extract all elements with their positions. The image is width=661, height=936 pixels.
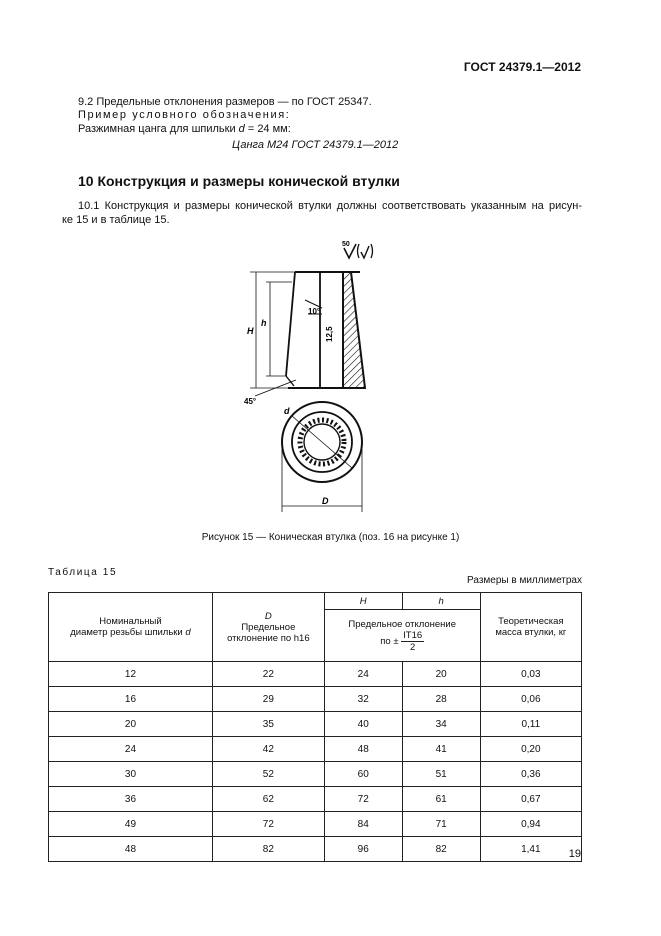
designation-code: Цанга М24 ГОСТ 24379.1—2012 [232, 139, 399, 151]
header-D-line1: Предельное [241, 621, 296, 633]
table-cell: 16 [49, 687, 213, 712]
tolerance-fraction [401, 630, 424, 653]
header-H: H [324, 593, 402, 610]
table-row [49, 837, 582, 862]
table-units: Размеры в миллиметрах [467, 575, 582, 586]
table-cell: 82 [402, 837, 480, 862]
table-cell: 24 [49, 737, 213, 762]
roughness-symbol [342, 241, 373, 258]
table-row [49, 687, 582, 712]
table-cell: 30 [49, 762, 213, 787]
table-cell: 52 [212, 762, 324, 787]
table-row [49, 812, 582, 837]
table-cell: 62 [212, 787, 324, 812]
table-cell: 84 [324, 812, 402, 837]
label-h: h [261, 318, 267, 328]
label-d: d [284, 406, 290, 416]
header-mass-line1: Теоретическая [498, 616, 564, 627]
table-cell: 72 [324, 787, 402, 812]
table-row [49, 662, 582, 687]
header-col1-line2: диаметр резьбы шпильки [70, 627, 186, 638]
fraction-numerator: IT16 [403, 629, 423, 641]
table-cell: 24 [324, 662, 402, 687]
header-col1-line1: Номинальный [99, 616, 162, 627]
table-cell: 72 [212, 812, 324, 837]
table-cell: 41 [402, 737, 480, 762]
table-cell: 82 [212, 837, 324, 862]
table-cell: 0,11 [480, 712, 581, 737]
designation-example-label: Пример условного обозначения: [78, 109, 291, 121]
table-cell: 60 [324, 762, 402, 787]
table-row [49, 787, 582, 812]
figure-caption: Рисунок 15 — Коническая втулка (поз. 16 на рисунке 1) [201, 532, 460, 543]
table-cell: 32 [324, 687, 402, 712]
header-D-line2: отклонение по h16 [227, 632, 310, 644]
table-cell: 20 [402, 662, 480, 687]
table-cell: 61 [402, 787, 480, 812]
clause-9-2: 9.2 Предельные отклонения размеров — по ГОСТ 25347. [78, 96, 372, 108]
table-cell: 0,03 [480, 662, 581, 687]
header-thread-diameter [49, 593, 213, 662]
table-row [49, 737, 582, 762]
table-cell: 51 [402, 762, 480, 787]
header-D [212, 593, 324, 662]
section-10-heading: 10 Конструкция и размеры конической втулки [78, 173, 400, 189]
header-D-symbol: D [264, 610, 272, 622]
table-cell: 96 [324, 837, 402, 862]
table-title: Таблица 15 [48, 567, 118, 578]
clause-10-1-line1: 10.1 Конструкция и размеры конической втулки должны соответствовать указанным на рисун- [78, 200, 582, 212]
table-cell: 22 [212, 662, 324, 687]
text-prefix: Разжимная цанга для шпильки [78, 123, 239, 135]
table-cell: 48 [324, 737, 402, 762]
label-D: D [322, 496, 329, 506]
table-cell: 34 [402, 712, 480, 737]
header-tolerance [324, 610, 480, 662]
header-h: h [402, 593, 480, 610]
variable-d: d [238, 123, 245, 135]
table-cell: 1,41 [480, 837, 581, 862]
text-suffix: = 24 мм: [244, 123, 291, 135]
table-cell: 12 [49, 662, 213, 687]
table-cell: 29 [212, 687, 324, 712]
table-cell: 0,20 [480, 737, 581, 762]
page-number: 19 [568, 848, 581, 860]
table-cell: 20 [49, 712, 213, 737]
header-col1-var: d [185, 627, 191, 638]
header-tolerance-label: Предельное отклонение [348, 618, 457, 630]
table-cell: 40 [324, 712, 402, 737]
label-angle: 10° [308, 307, 321, 316]
data-table [48, 592, 582, 862]
header-mass [480, 593, 581, 662]
fraction-denominator: 2 [410, 641, 416, 653]
conical-bushing-drawing [230, 230, 410, 520]
designation-example-text [78, 122, 291, 137]
table-cell: 71 [402, 812, 480, 837]
label-roughness-side: 12,5 [325, 326, 334, 342]
document-header: ГОСТ 24379.1—2012 [463, 60, 581, 74]
table-cell: 48 [49, 837, 213, 862]
table-cell: 42 [212, 737, 324, 762]
table-cell: 49 [49, 812, 213, 837]
clause-10-1-line2: ке 15 и в таблице 15. [62, 214, 170, 226]
table-body [49, 662, 582, 862]
table-cell: 35 [212, 712, 324, 737]
header-mass-line2: масса втулки, кг [495, 627, 567, 638]
table-cell: 36 [49, 787, 213, 812]
label-H: H [247, 326, 254, 336]
table-cell: 0,94 [480, 812, 581, 837]
table-cell: 28 [402, 687, 480, 712]
label-chamfer: 45° [244, 397, 257, 406]
table-header-row-1 [49, 593, 582, 610]
table-cell: 0,06 [480, 687, 581, 712]
table-cell: 0,36 [480, 762, 581, 787]
table-row [49, 762, 582, 787]
header-tolerance-prefix: по ± [380, 635, 399, 647]
roughness-value: 50 [342, 241, 350, 248]
table-row [49, 712, 582, 737]
table-cell: 0,67 [480, 787, 581, 812]
